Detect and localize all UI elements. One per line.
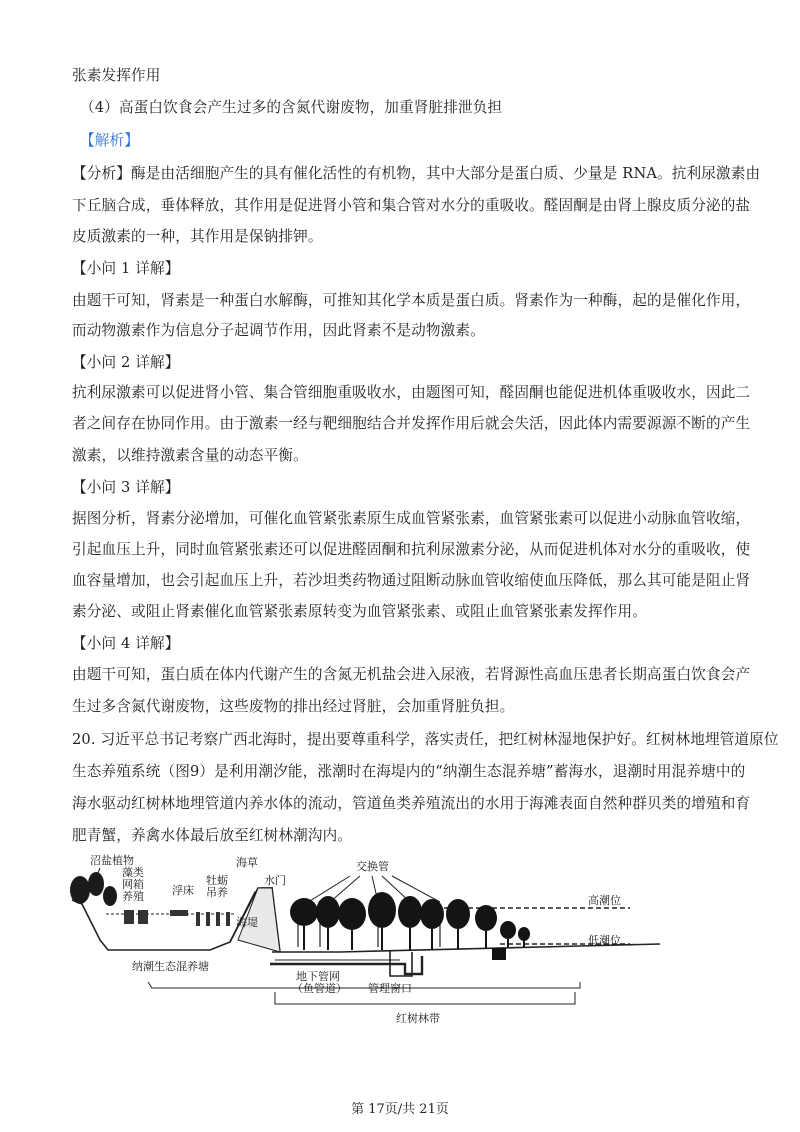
label-oyster-1: 牡蛎: [206, 874, 228, 887]
text-line: （4）高蛋白饮食会产生过多的含氮代谢废物，加重肾脏排泄负担: [80, 99, 503, 116]
text-line: 激素，以维持激素含量的动态平衡。: [72, 447, 308, 464]
analysis-heading: 【解析】: [80, 132, 139, 149]
text-line: 血容量增加，也会引起血压上升，若沙坦类药物通过阻断动脉血管收缩使血压降低，那么其可能是阻止肾: [72, 572, 751, 589]
text-line: 肥青蟹，养禽水体最后放至红树林潮沟内。: [72, 827, 353, 844]
page-number: 第 17页/共 21页: [351, 1102, 449, 1117]
text-line: 【分析】酶是由活细胞产生的具有催化活性的有机物，其中大部分是蛋白质、少量是 RNA。抗利尿激素由: [72, 165, 761, 182]
text-line: 下丘脑合成，垂体释放，其作用是促进肾小管和集合管对水分的重吸收。醛固酮是由肾上腺皮质分泌的盐: [72, 197, 751, 214]
mangrove-aquaculture-diagram: [60, 852, 740, 1042]
text-line: 抗利尿激素可以促进肾小管、集合管细胞重吸收水，由题图可知，醛固酮也能促进机体重吸收水，因此二: [72, 384, 751, 401]
text-line: 引起血压上升，同时血管紧张素还可以促进醛固酮和抗利尿激素分泌，从而促进机体对水分的重吸收，使: [72, 541, 751, 558]
label-algae-3: 养殖: [122, 890, 144, 903]
section-heading: 【小问 2 详解】: [72, 354, 180, 371]
label-low-tide: 低潮位: [588, 934, 621, 947]
label-seagrass: 海草: [236, 856, 258, 869]
text-line: 张素发挥作用: [72, 67, 161, 84]
label-pond: 纳潮生态混养塘: [132, 960, 209, 973]
text-line: 由题干可知，蛋白质在体内代谢产生的含氮无机盐会进入尿液，若肾源性高血压患者长期高蛋白饮食会产: [72, 666, 751, 683]
text-line: 生过多含氮代谢废物，这些废物的排出经过肾脏，会加重肾脏负担。: [72, 698, 515, 715]
text-line: 海水驱动红树林地埋管道内养水体的流动，管道鱼类养殖流出的水用于海滩表面自然种群贝类的增殖和育: [72, 795, 751, 812]
label-water-gate: 水门: [264, 874, 286, 887]
label-oyster-2: 吊养: [206, 886, 228, 899]
text-line: 生态养殖系统（图9）是利用潮汐能，涨潮时在海堤内的“纳潮生态混养塘”蓄海水，退潮时用混养塘中的: [72, 763, 746, 780]
text-line: 由题干可知，肾素是一种蛋白水解酶，可推知其化学本质是蛋白质。肾素作为一种酶，起的是催化作用，: [72, 292, 751, 309]
label-mangrove-belt: 红树林带: [396, 1012, 440, 1025]
label-algae-2: 网箱: [122, 878, 144, 891]
text-line: 据图分析，肾素分泌增加，可催化血管紧张素原生成血管紧张素，血管紧张素可以促进小动脉血管收缩，: [72, 510, 751, 527]
label-algae-1: 藻类: [122, 866, 144, 879]
section-heading: 【小问 3 详解】: [72, 479, 180, 496]
label-pipe-network-1: 地下管网: [296, 970, 340, 983]
label-raft: 浮床: [172, 884, 194, 897]
section-heading: 【小问 4 详解】: [72, 635, 180, 652]
label-seawall: 海堤: [236, 916, 258, 929]
text-line: 皮质激素的一种，其作用是保钠排钾。: [72, 228, 323, 245]
label-exchange-pipe: 交换管: [356, 860, 389, 873]
label-management-window: 管理窗口: [368, 982, 412, 995]
label-high-tide: 高潮位: [588, 894, 621, 907]
text-line: 素分泌、或阻止肾素催化血管紧张素原转变为血管紧张素、或阻止血管紧张素发挥作用。: [72, 603, 648, 620]
text-line: 者之间存在协同作用。由于激素一经与靶细胞结合并发挥作用后就会失活，因此体内需要源源不断的产生: [72, 415, 751, 432]
text-line: 而动物激素作为信息分子起调节作用，因此肾素不是动物激素。: [72, 322, 485, 339]
section-heading: 【小问 1 详解】: [72, 260, 180, 277]
question-20-text: 20. 习近平总书记考察广西北海时，提出要尊重科学，落实责任，把红树林湿地保护好。红树林地埋管道原位: [72, 731, 779, 748]
label-marsh-plants: 沼盐植物: [90, 854, 134, 867]
label-pipe-network-2: （鱼管道）: [292, 982, 347, 995]
